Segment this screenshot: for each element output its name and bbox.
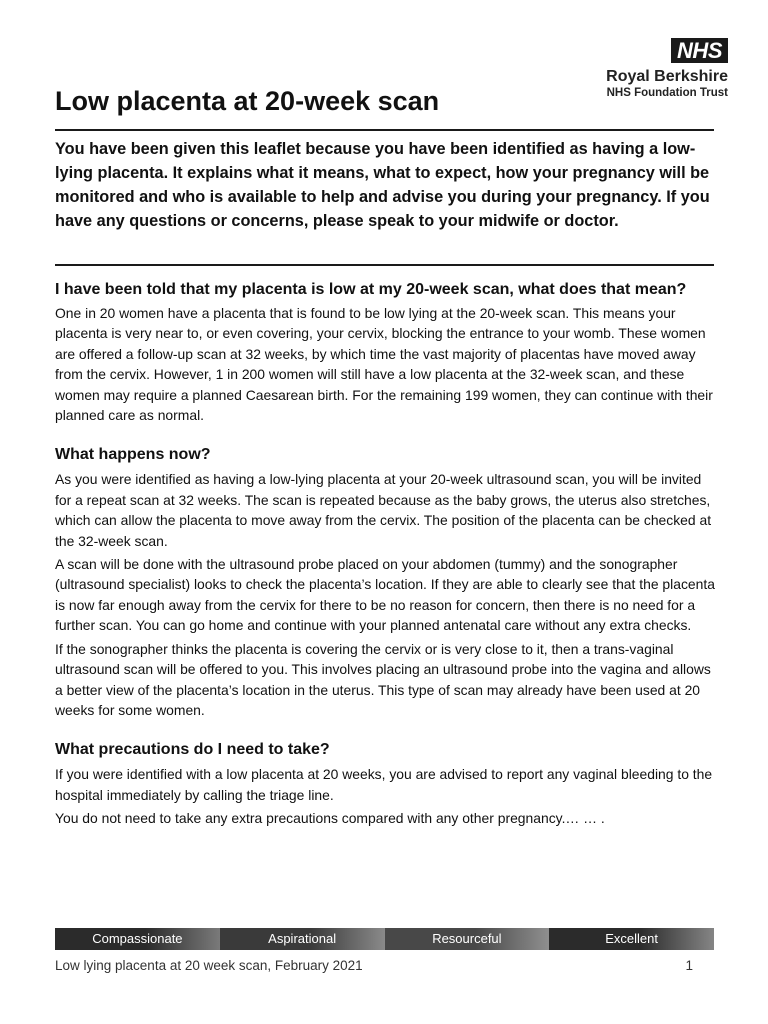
value-compassionate: Compassionate [55, 928, 220, 950]
section-precautions [55, 738, 717, 828]
nhs-logo [578, 38, 728, 100]
nhs-badge: NHS [671, 38, 728, 63]
divider-intro [55, 264, 714, 266]
leaflet-body [55, 278, 717, 829]
value-aspirational: Aspirational [220, 928, 385, 950]
section-what-happens-now [55, 443, 717, 720]
value-excellent: Excellent [549, 928, 714, 950]
section-heading: What happens now? [55, 446, 211, 464]
trust-values-bar [55, 928, 714, 950]
organisation-trust: NHS Foundation Trust [606, 87, 728, 99]
body-paragraph: You do not need to take any extra precautions compared with any other pregnancy.… … . [55, 810, 605, 827]
page-number: 1 [685, 958, 693, 973]
section-heading: I have been told that my placenta is low at my 20-week scan, what does that mean? [55, 281, 687, 298]
section-what-does-it-mean [55, 278, 717, 425]
value-resourceful: Resourceful [385, 928, 550, 950]
section-heading: What precautions do I need to take? [55, 741, 330, 759]
body-paragraph: One in 20 women have a placenta that is found to be low lying at the 20-week scan. This means your placenta is very near to, or even covering, your cervix, blocking the entrance to your womb. These women are offered a follow-up scan at 32 weeks, by which time the vast majority of placentas have moved away from the cervix. However, 1 in 200 women will still have a low placenta at the 32-week scan, and these women may require a planned Caesarean birth. For the remaining 199 women, they can continue with their planned care as normal. [55, 305, 713, 424]
body-paragraph: A scan will be done with the ultrasound probe placed on your abdomen (tummy) and the sonographer (ultrasound specialist) looks to check the placenta’s location. If they are able to clearly see that the placenta is now far enough away from the cervix for there to be no reason for concern, then there is no need for a further scan. You can go home and continue with your planned antenatal care without any extra checks. [55, 556, 715, 634]
organisation-name: Royal Berkshire [606, 68, 728, 85]
body-paragraph: If you were identified with a low placenta at 20 weeks, you are advised to report any vaginal bleeding to the hospital immediately by calling the triage line. [55, 766, 713, 803]
body-paragraph: As you were identified as having a low-lying placenta at your 20-week ultrasound scan, you will be invited for a repeat scan at 32 weeks. The scan is repeated because as the baby grows, the uterus also stretches, which can allow the placenta to move away from the cervix. The position of the placenta can be checked at the 32-week scan. [55, 471, 712, 549]
intro-paragraph: You have been given this leaflet because you have been identified as having a low-lying placenta. It explains what it means, what to expect, how your pregnancy will be monitored and who is available to help and advise you during your pregnancy. If you have any questions or concerns, please speak to your midwife or doctor. [55, 140, 710, 230]
footer-document-title: Low lying placenta at 20 week scan, February 2021 [55, 958, 363, 973]
page-title: Low placenta at 20-week scan [55, 86, 440, 116]
divider-top [55, 129, 714, 131]
body-paragraph: If the sonographer thinks the placenta is covering the cervix or is very close to it, then a trans-vaginal ultrasound scan will be offered to you. This involves placing an ultrasound probe into the vagina and allows a better view of the placenta’s location in the uterus. This type of scan may already have been used at 20 weeks for some women. [55, 640, 711, 718]
